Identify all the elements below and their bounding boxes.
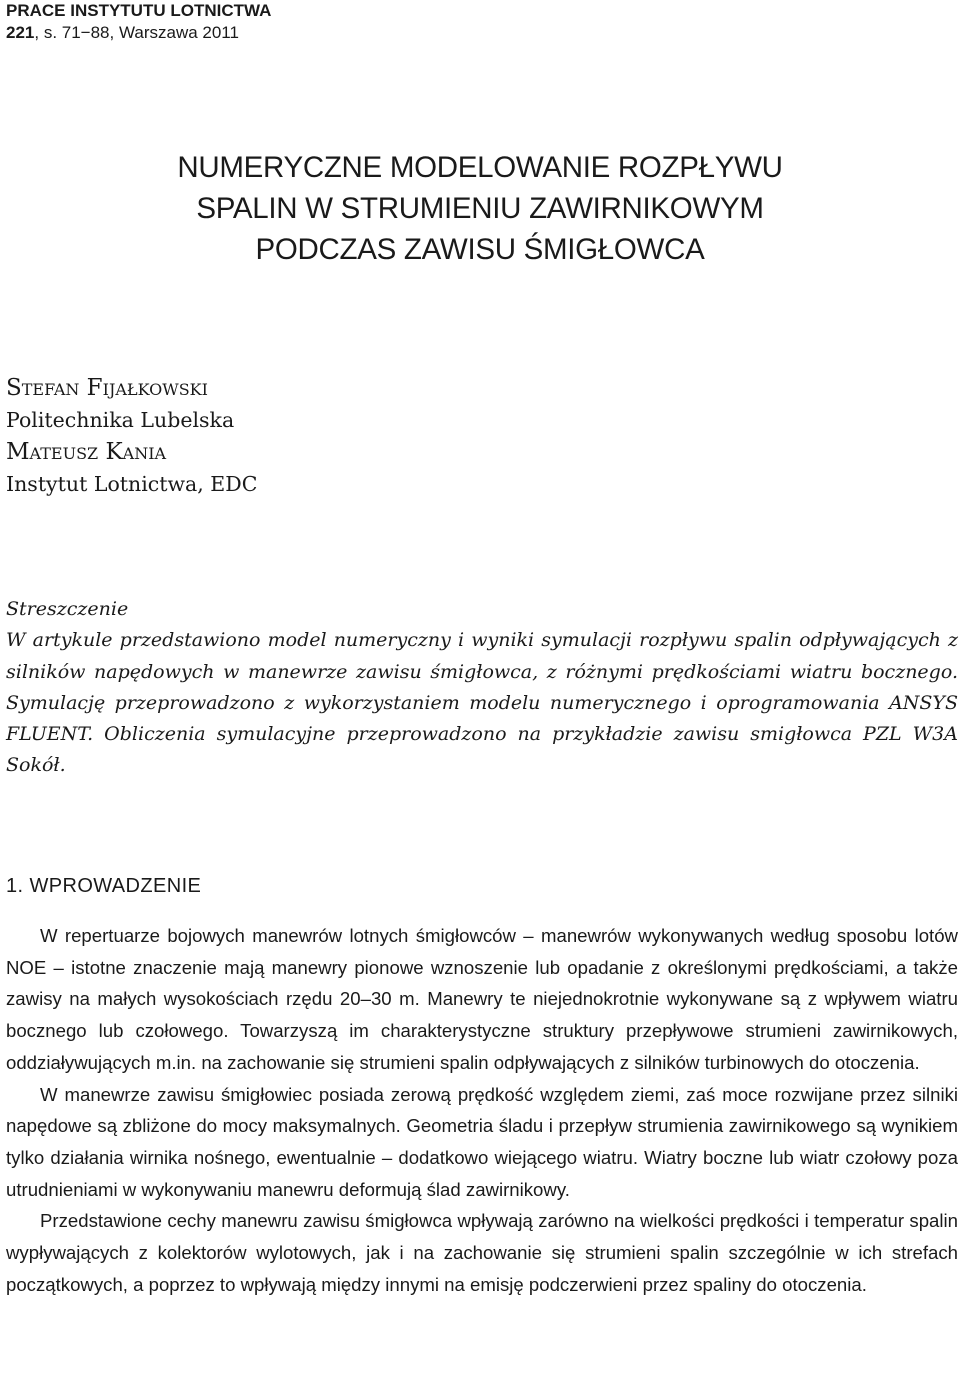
author-affiliation: Instytut Lotnictwa, EDC	[6, 472, 258, 496]
paper-title	[0, 147, 960, 270]
abstract-heading: Streszczenie	[6, 598, 129, 620]
journal-header	[6, 0, 271, 44]
issue-number: 221	[6, 23, 35, 42]
author-name: Mateusz Kania	[6, 439, 167, 465]
section-heading	[6, 870, 201, 902]
paragraph: W manewrze zawisu śmigłowiec posiada zerową prędkość względem ziemi, zaś moce rozwijane przez silniki napędowe są zbliżone do mocy maksymalnych. Geometria śladu i przepływ strumienia zawirnikowego są wynikiem tylko działania wirnika nośnego, ewentualnie – dodatkowo wiejącego wiatru. Wiatry boczne lub wiatr czołowy poza utrudnieniami w wykonywaniu manewru deformują ślad zawirnikowy.	[6, 1083, 958, 1200]
body-text	[6, 920, 958, 1300]
author-affiliation: Politechnika Lubelska	[6, 408, 235, 432]
issue-pages-place-year: , s. 71−88, Warszawa 2011	[34, 23, 239, 42]
section-number: 1.	[6, 875, 24, 897]
section-title: WPROWADZENIE	[29, 875, 202, 897]
journal-name: PRACE INSTYTUTU LOTNICTWA	[6, 1, 272, 20]
title-line: NUMERYCZNE MODELOWANIE ROZPŁYWU	[177, 151, 783, 184]
paragraph: W repertuarze bojowych manewrów lotnych śmigłowców – manewrów wykonywanych według sposobu lotów NOE – istotne znaczenie mają manewry pionowe wznoszenie lub opadanie z określonymi prędkościami, a także zawisy na małych wysokościach rzędu 20–30 m. Manewry te niejednokrotnie wykonywane są z wpływem wiatru bocznego lub czołowego. Towarzyszą im charakterystyczne struktury przepływowe strumieni zawirnikowych, oddziaływujących m.in. na zachowanie się strumieni spalin odpływających z silników turbinowych do otoczenia.	[6, 925, 958, 1073]
author-name: Stefan Fijałkowski	[6, 375, 208, 401]
title-line: SPALIN W STRUMIENIU ZAWIRNIKOWYM	[196, 192, 764, 225]
paragraph: Przedstawione cechy manewru zawisu śmigłowca wpływają zarówno na wielkości prędkości i temperatur spalin wypływających z kolektorów wylotowych, jak i na zachowanie się strumieni spalin szczególnie w ich strefach początkowych, a poprzez to wpływają między innymi na emisję podczerwieni przez spaliny do otoczenia.	[6, 1210, 958, 1295]
abstract	[6, 594, 958, 782]
abstract-text: W artykule przedstawiono model numeryczny i wyniki symulacji rozpływu spalin odpływających z silników napędowych w manewrze zawisu śmigłowca, z różnymi prędkościami wiatru bocznego. Symulację przeprowadzono z wykorzystaniem modelu numerycznego i oprogramowania ANSYS FLUENT. Obliczenia symulacyjne przeprowadzono na przykładzie zawisu smigłowca PZL W3A Sokół.	[6, 629, 958, 777]
issue-info	[6, 22, 271, 44]
title-line: PODCZAS ZAWISU ŚMIGŁOWCA	[255, 233, 705, 266]
author-block	[6, 372, 257, 500]
